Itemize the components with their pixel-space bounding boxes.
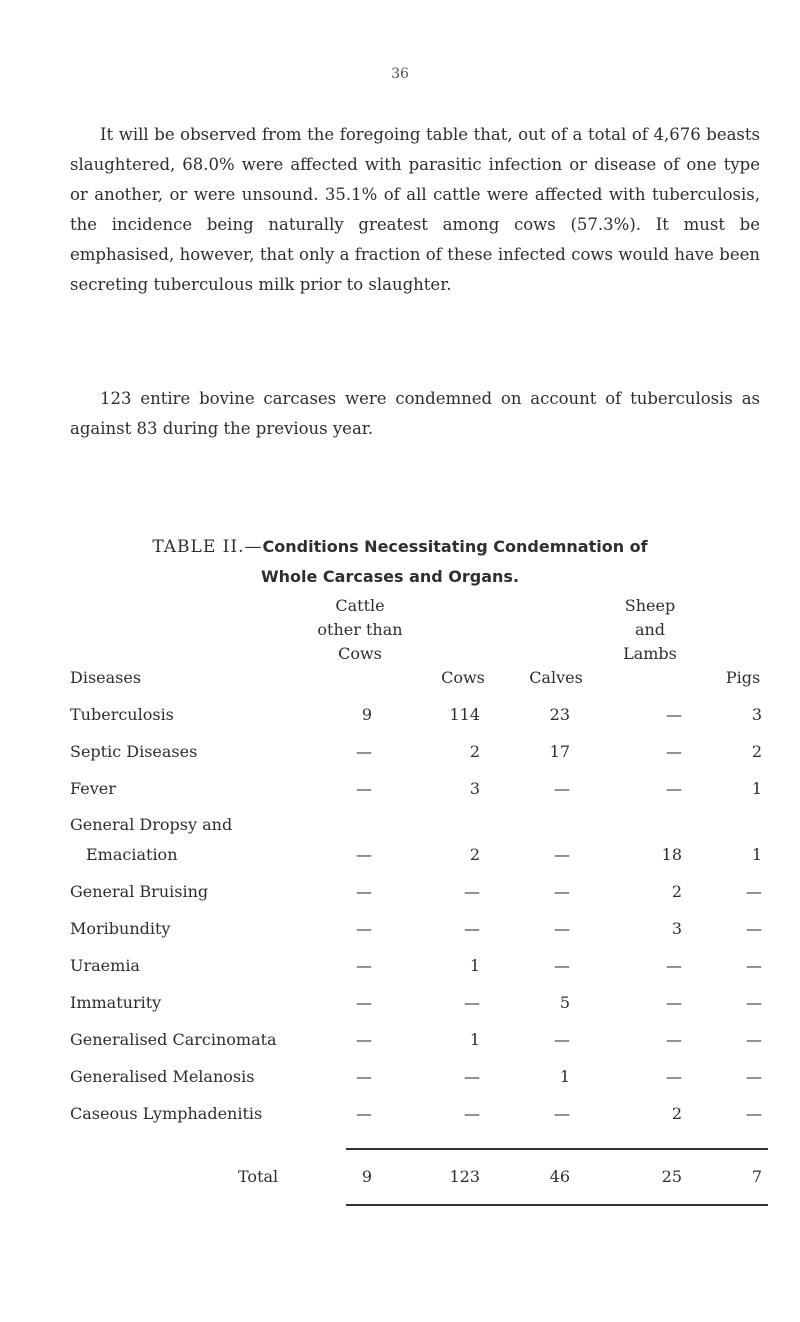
row-label: Uraemia	[70, 956, 140, 975]
cell-calves: —	[554, 1104, 570, 1123]
cell-sheep: —	[666, 779, 682, 798]
cell-cows: —	[464, 882, 480, 901]
paragraph-2: 123 entire bovine carcases were condemned on account of tuberculosis as against 83 during the previous year.	[70, 389, 760, 438]
cell-sheep: 3	[671, 919, 682, 938]
cell-cows: 1	[469, 1030, 480, 1049]
header-sheep	[600, 594, 700, 666]
cell-calves: —	[554, 845, 570, 864]
total-sheep: 25	[661, 1167, 682, 1186]
cell-cows: 114	[449, 705, 480, 724]
total-calves: 46	[549, 1167, 570, 1186]
cell-sheep: —	[666, 1030, 682, 1049]
cell-pigs: —	[746, 1030, 762, 1049]
row-label: Moribundity	[70, 919, 171, 938]
table-row	[0, 774, 800, 804]
cell-cows: 2	[469, 845, 480, 864]
cell-cows: 1	[469, 956, 480, 975]
row-label: Septic Diseases	[70, 742, 198, 761]
header-pigs: Pigs	[725, 668, 761, 687]
cell-calves: —	[554, 779, 570, 798]
table-row	[0, 737, 800, 767]
header-sheep-line2: and	[634, 620, 666, 639]
cell-cows: —	[464, 993, 480, 1012]
table-row	[0, 877, 800, 907]
table-row	[0, 951, 800, 981]
header-cattle-line2: other than	[317, 620, 403, 639]
cell-calves: 5	[559, 993, 570, 1012]
cell-sheep: —	[666, 993, 682, 1012]
page-number: 36	[391, 66, 409, 82]
cell-cattle: —	[356, 993, 372, 1012]
cell-pigs: 2	[751, 742, 762, 761]
cell-pigs: 1	[751, 845, 762, 864]
table-row-label-line1	[0, 810, 800, 840]
row-label: Generalised Carcinomata	[70, 1030, 277, 1049]
table-row	[0, 700, 800, 730]
table-row	[0, 988, 800, 1018]
cell-sheep: 2	[671, 1104, 682, 1123]
cell-pigs: —	[746, 882, 762, 901]
cell-cattle: —	[356, 882, 372, 901]
cell-sheep: —	[666, 1067, 682, 1086]
cell-calves: —	[554, 1030, 570, 1049]
row-label-line1: General Dropsy and	[70, 815, 233, 834]
cell-sheep: 18	[661, 845, 682, 864]
header-cattle	[300, 594, 420, 666]
cell-sheep: —	[666, 705, 682, 724]
row-label: Emaciation	[86, 845, 178, 864]
cell-pigs: —	[746, 1067, 762, 1086]
header-cattle-line3: Cows	[338, 644, 382, 663]
cell-calves: —	[554, 882, 570, 901]
cell-cattle: —	[356, 779, 372, 798]
total-row	[0, 1162, 800, 1192]
total-pigs: 7	[751, 1167, 762, 1186]
cell-sheep: 2	[671, 882, 682, 901]
header-sheep-line3: Lambs	[623, 644, 677, 663]
cell-cattle: —	[356, 1067, 372, 1086]
cell-pigs: —	[746, 1104, 762, 1123]
table-title	[0, 532, 800, 592]
row-label: Caseous Lymphadenitis	[70, 1104, 263, 1123]
cell-pigs: —	[746, 993, 762, 1012]
cell-sheep: —	[666, 956, 682, 975]
table-title-lead: TABLE II.—	[152, 537, 263, 557]
cell-cows: 2	[469, 742, 480, 761]
cell-cattle: —	[356, 845, 372, 864]
table-row	[0, 840, 800, 870]
table-row	[0, 1025, 800, 1055]
header-cows: Cows	[441, 668, 485, 687]
header-sheep-line1: Sheep	[624, 596, 676, 615]
row-label: Generalised Melanosis	[70, 1067, 255, 1086]
table-row	[0, 1062, 800, 1092]
cell-cows: —	[464, 919, 480, 938]
cell-cattle: 9	[361, 705, 372, 724]
cell-pigs: —	[746, 956, 762, 975]
header-cattle-line1: Cattle	[335, 596, 385, 615]
table-row	[0, 1099, 800, 1129]
total-label: Total	[238, 1167, 279, 1186]
cell-cattle: —	[356, 742, 372, 761]
table-row	[0, 914, 800, 944]
header-diseases: Diseases	[70, 668, 142, 687]
row-label: General Bruising	[70, 882, 209, 901]
cell-calves: 23	[549, 705, 570, 724]
cell-cattle: —	[356, 1030, 372, 1049]
cell-cows: 3	[469, 779, 480, 798]
cell-cows: —	[464, 1067, 480, 1086]
row-label: Immaturity	[70, 993, 162, 1012]
table-title-line1: Conditions Necessitating Condemnation of	[262, 537, 648, 556]
total-top-rule	[346, 1148, 768, 1150]
cell-cattle: —	[356, 956, 372, 975]
cell-pigs: 1	[751, 779, 762, 798]
total-cattle: 9	[361, 1167, 372, 1186]
cell-calves: —	[554, 919, 570, 938]
paragraph-1: It will be observed from the foregoing table that, out of a total of 4,676 beasts slaughtered, 68.0% were affected with parasitic infection or disease of one type or another, or were unsound. 35.1% of all cattle were affected with tuberculosis, the incidence being naturally greatest among cows (57.3%). It must be emphasised, however, that only a fraction of these infected cows would have been secreting tuberculous milk prior to slaughter.	[70, 125, 760, 294]
cell-calves: 1	[559, 1067, 570, 1086]
cell-calves: —	[554, 956, 570, 975]
row-label: Fever	[70, 779, 116, 798]
cell-calves: 17	[549, 742, 570, 761]
cell-cattle: —	[356, 1104, 372, 1123]
cell-pigs: —	[746, 919, 762, 938]
header-calves: Calves	[529, 668, 583, 687]
table-title-line2: Whole Carcases and Organs.	[260, 567, 520, 586]
cell-cows: —	[464, 1104, 480, 1123]
cell-cattle: —	[356, 919, 372, 938]
total-bottom-rule	[346, 1204, 768, 1206]
cell-pigs: 3	[751, 705, 762, 724]
cell-sheep: —	[666, 742, 682, 761]
total-cows: 123	[449, 1167, 480, 1186]
row-label: Tuberculosis	[70, 705, 174, 724]
